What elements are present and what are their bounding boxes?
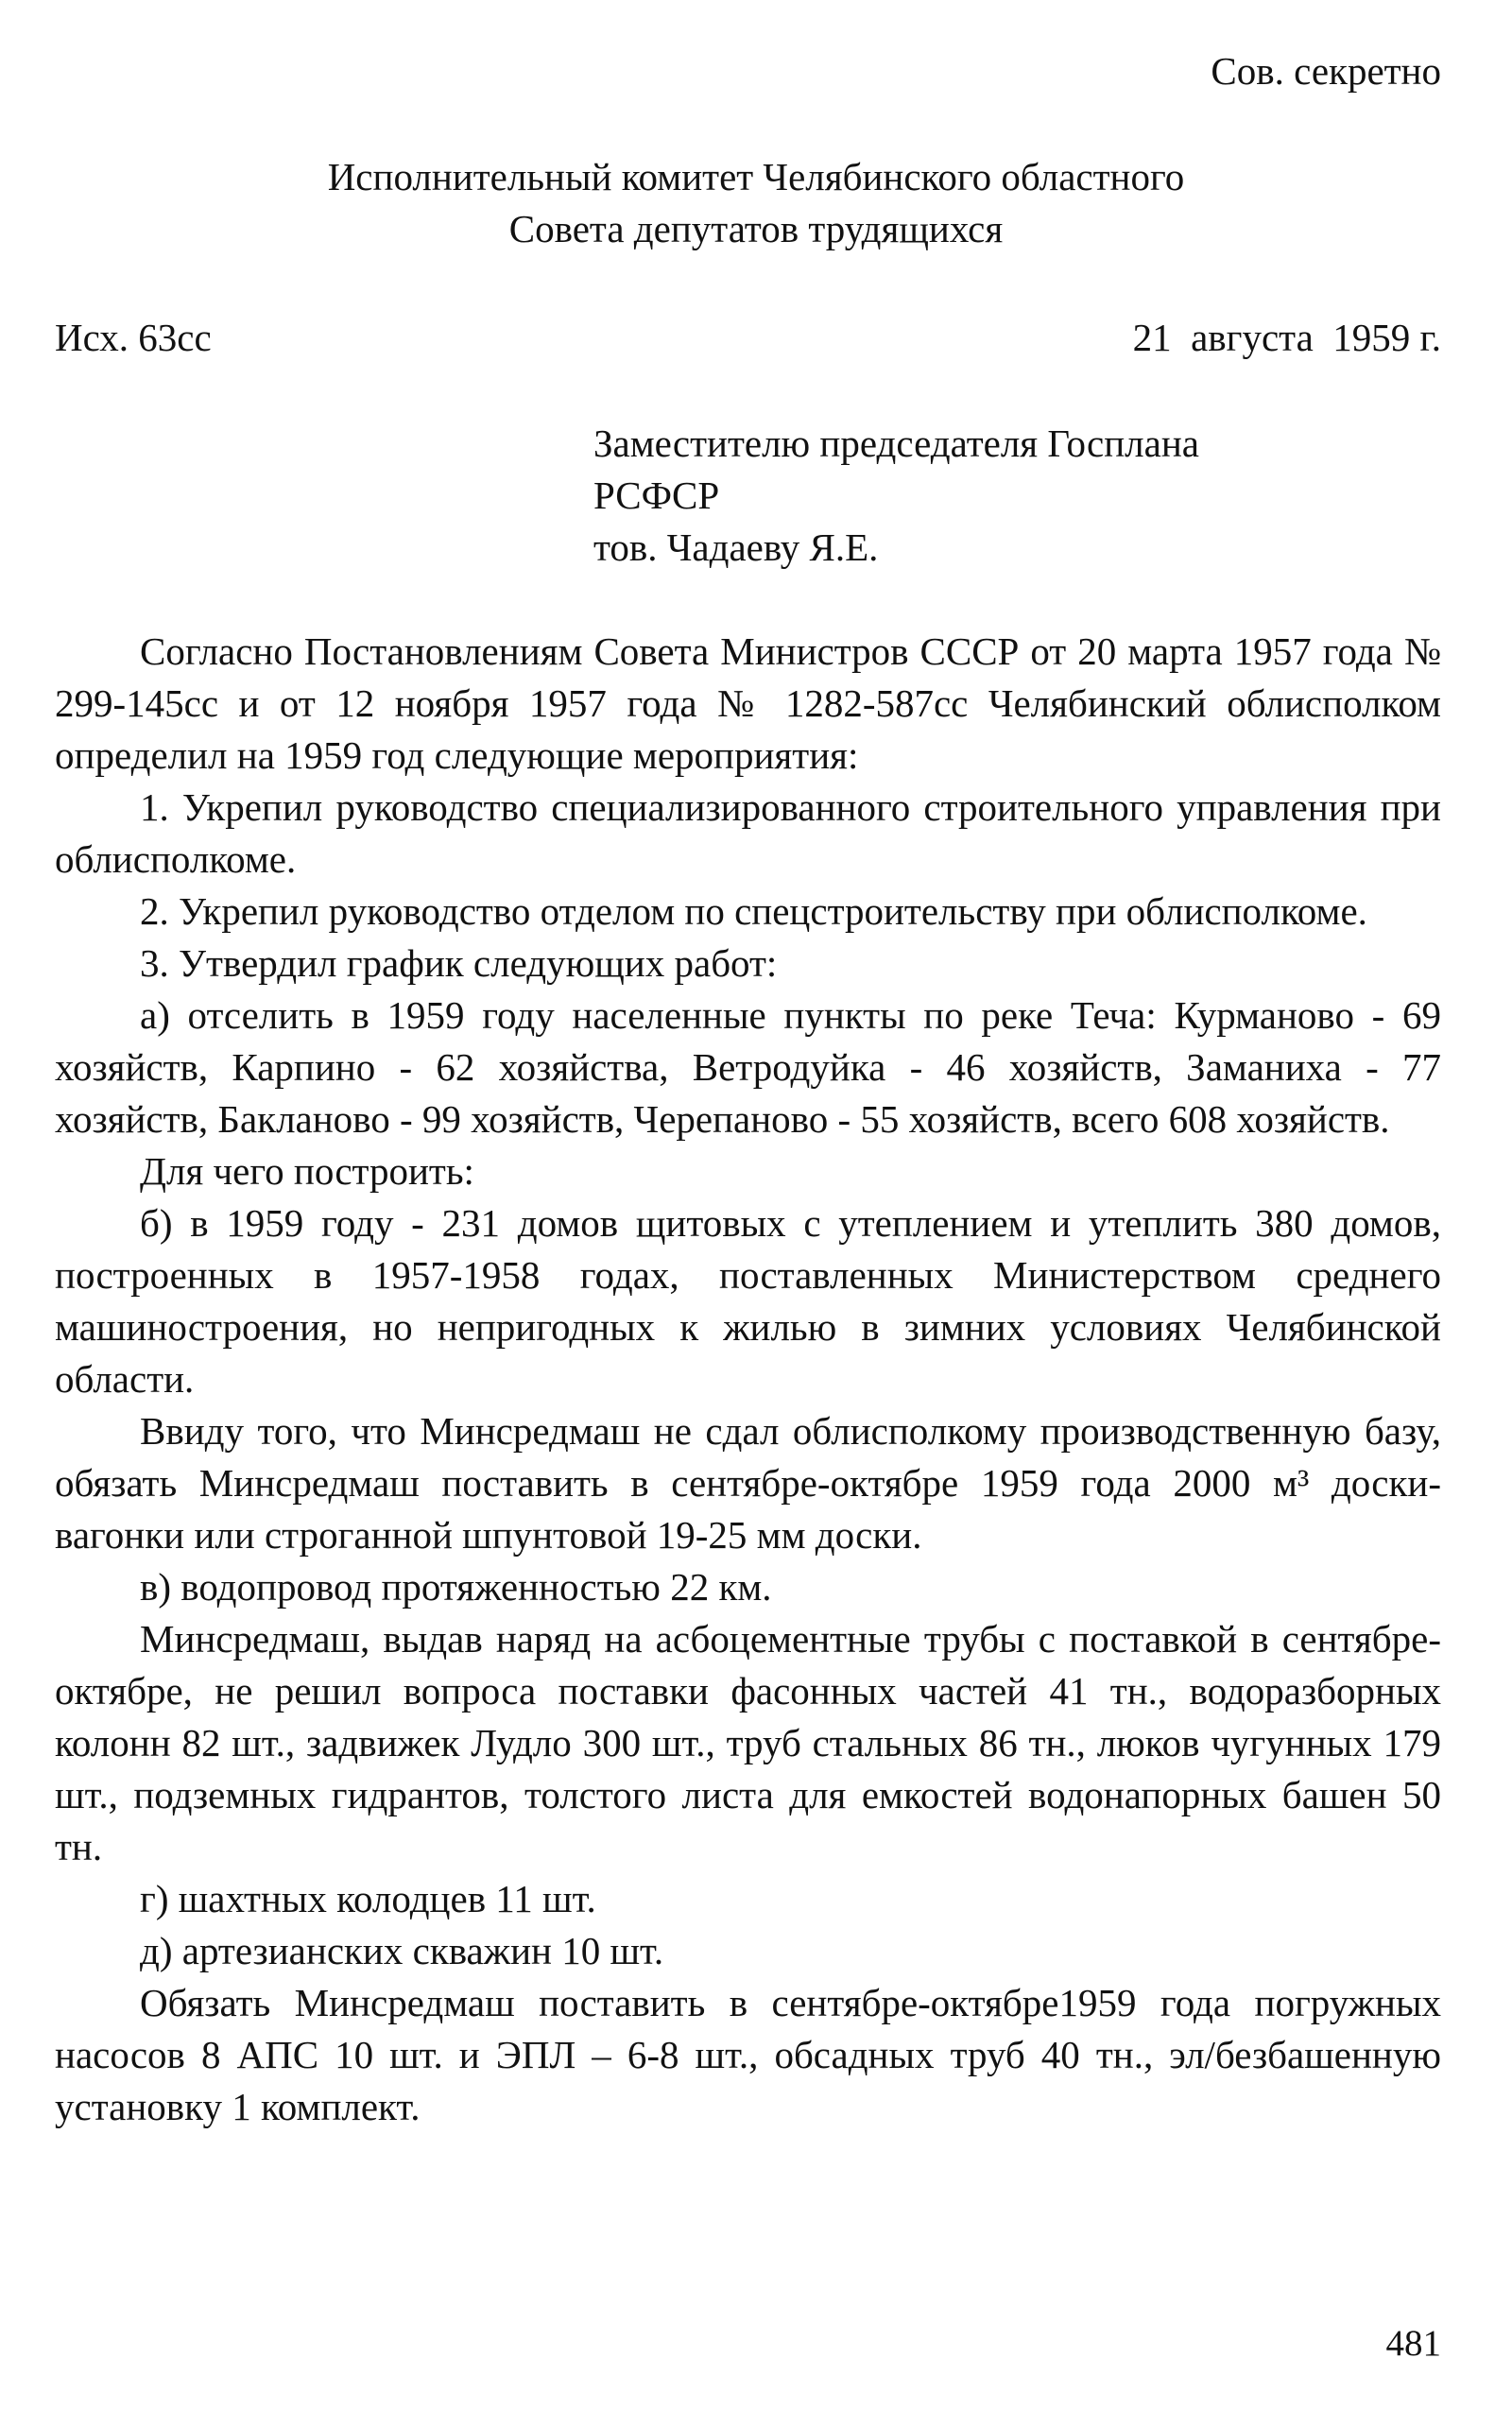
page-number: 481 — [1385, 2323, 1441, 2364]
body-paragraph: г) шахтных колодцев 11 шт. — [140, 1877, 596, 1920]
body-paragraph: а) отселить в 1959 году населенные пункты по реке Теча: Курманово - 69 хозяйств, Карпино - 62 хозяйства, Ветродуйка - 46 хозяйств, Заманиха - 77 хозяйств, Бакланово - 99 хозяйств, Черепаново - 55 хозяйств, всего 608 хозяйств. — [55, 993, 1441, 1141]
issuer-line-2: Совета депутатов трудящихся — [508, 207, 1004, 250]
reference-row — [55, 312, 1441, 364]
body-paragraph: 2. Укрепил руководство отделом по спецстроительству при облисполкоме. — [140, 889, 1367, 933]
addressee-line-2: РСФСР — [593, 473, 720, 517]
body-paragraph: Обязать Минсредмаш поставить в сентябре-октябре1959 года погружных насосов 8 АПС 10 шт. и ЭПЛ – 6-8 шт., обсадных труб 40 тн., эл/безбашенную установку 1 комплект. — [55, 1981, 1441, 2128]
body-paragraph: б) в 1959 году - 231 домов щитовых с утеплением и утеплить 380 домов, построенных в 1957-1958 годах, поставленных Министерством среднего машиностроения, но непригодных к жилью в зимних условиях Челябинской области. — [55, 1201, 1441, 1401]
addressee-line-3: тов. Чадаеву Я.Е. — [593, 525, 879, 569]
body-paragraph: Ввиду того, что Минсредмаш не сдал облисполкому производственную базу, обязать Минсредмаш поставить в сентябре-октябре 1959 года 2000 м³ доски-вагонки или строганной шпунтовой 19-25 мм доски. — [55, 1409, 1441, 1557]
addressee-line-1: Заместителю председателя Госплана — [593, 422, 1199, 465]
classification-stamp: Сов. секретно — [1211, 49, 1441, 93]
body-paragraph: Согласно Постановлениям Совета Министров СССР от 20 марта 1957 года № 299-145сс и от 12 ноября 1957 года № 1282-587сс Челябинский облисполком определил на 1959 год следующие мероприятия: — [55, 629, 1441, 777]
body-paragraph: Минсредмаш, выдав наряд на асбоцементные трубы с поставкой в сентябре-октябре, не решил вопроса поставки фасонных частей 41 тн., водоразборных колонн 82 шт., задвижек Лудло 300 шт., труб стальных 86 тн., люков чугунных 179 шт., подземных гидрантов, толстого листа для емкостей водонапорных башен 50 тн. — [55, 1617, 1441, 1868]
issuer-header — [0, 151, 1512, 255]
body-paragraph: в) водопровод протяженностью 22 км. — [140, 1565, 772, 1609]
issuer-line-1: Исполнительный комитет Челябинского областного — [327, 155, 1185, 198]
body-paragraph: Для чего построить: — [140, 1149, 474, 1193]
body-paragraph: 3. Утвердил график следующих работ: — [140, 941, 778, 985]
document-date: 21 августа 1959 г. — [1132, 316, 1441, 359]
body-paragraph: 1. Укрепил руководство специализированного строительного управления при облисполкоме. — [55, 785, 1441, 881]
body-paragraph: д) артезианских скважин 10 шт. — [140, 1929, 664, 1972]
addressee-block — [593, 418, 1199, 574]
outgoing-number: Исх. 63сс — [55, 316, 212, 359]
letter-body — [55, 626, 1441, 2133]
